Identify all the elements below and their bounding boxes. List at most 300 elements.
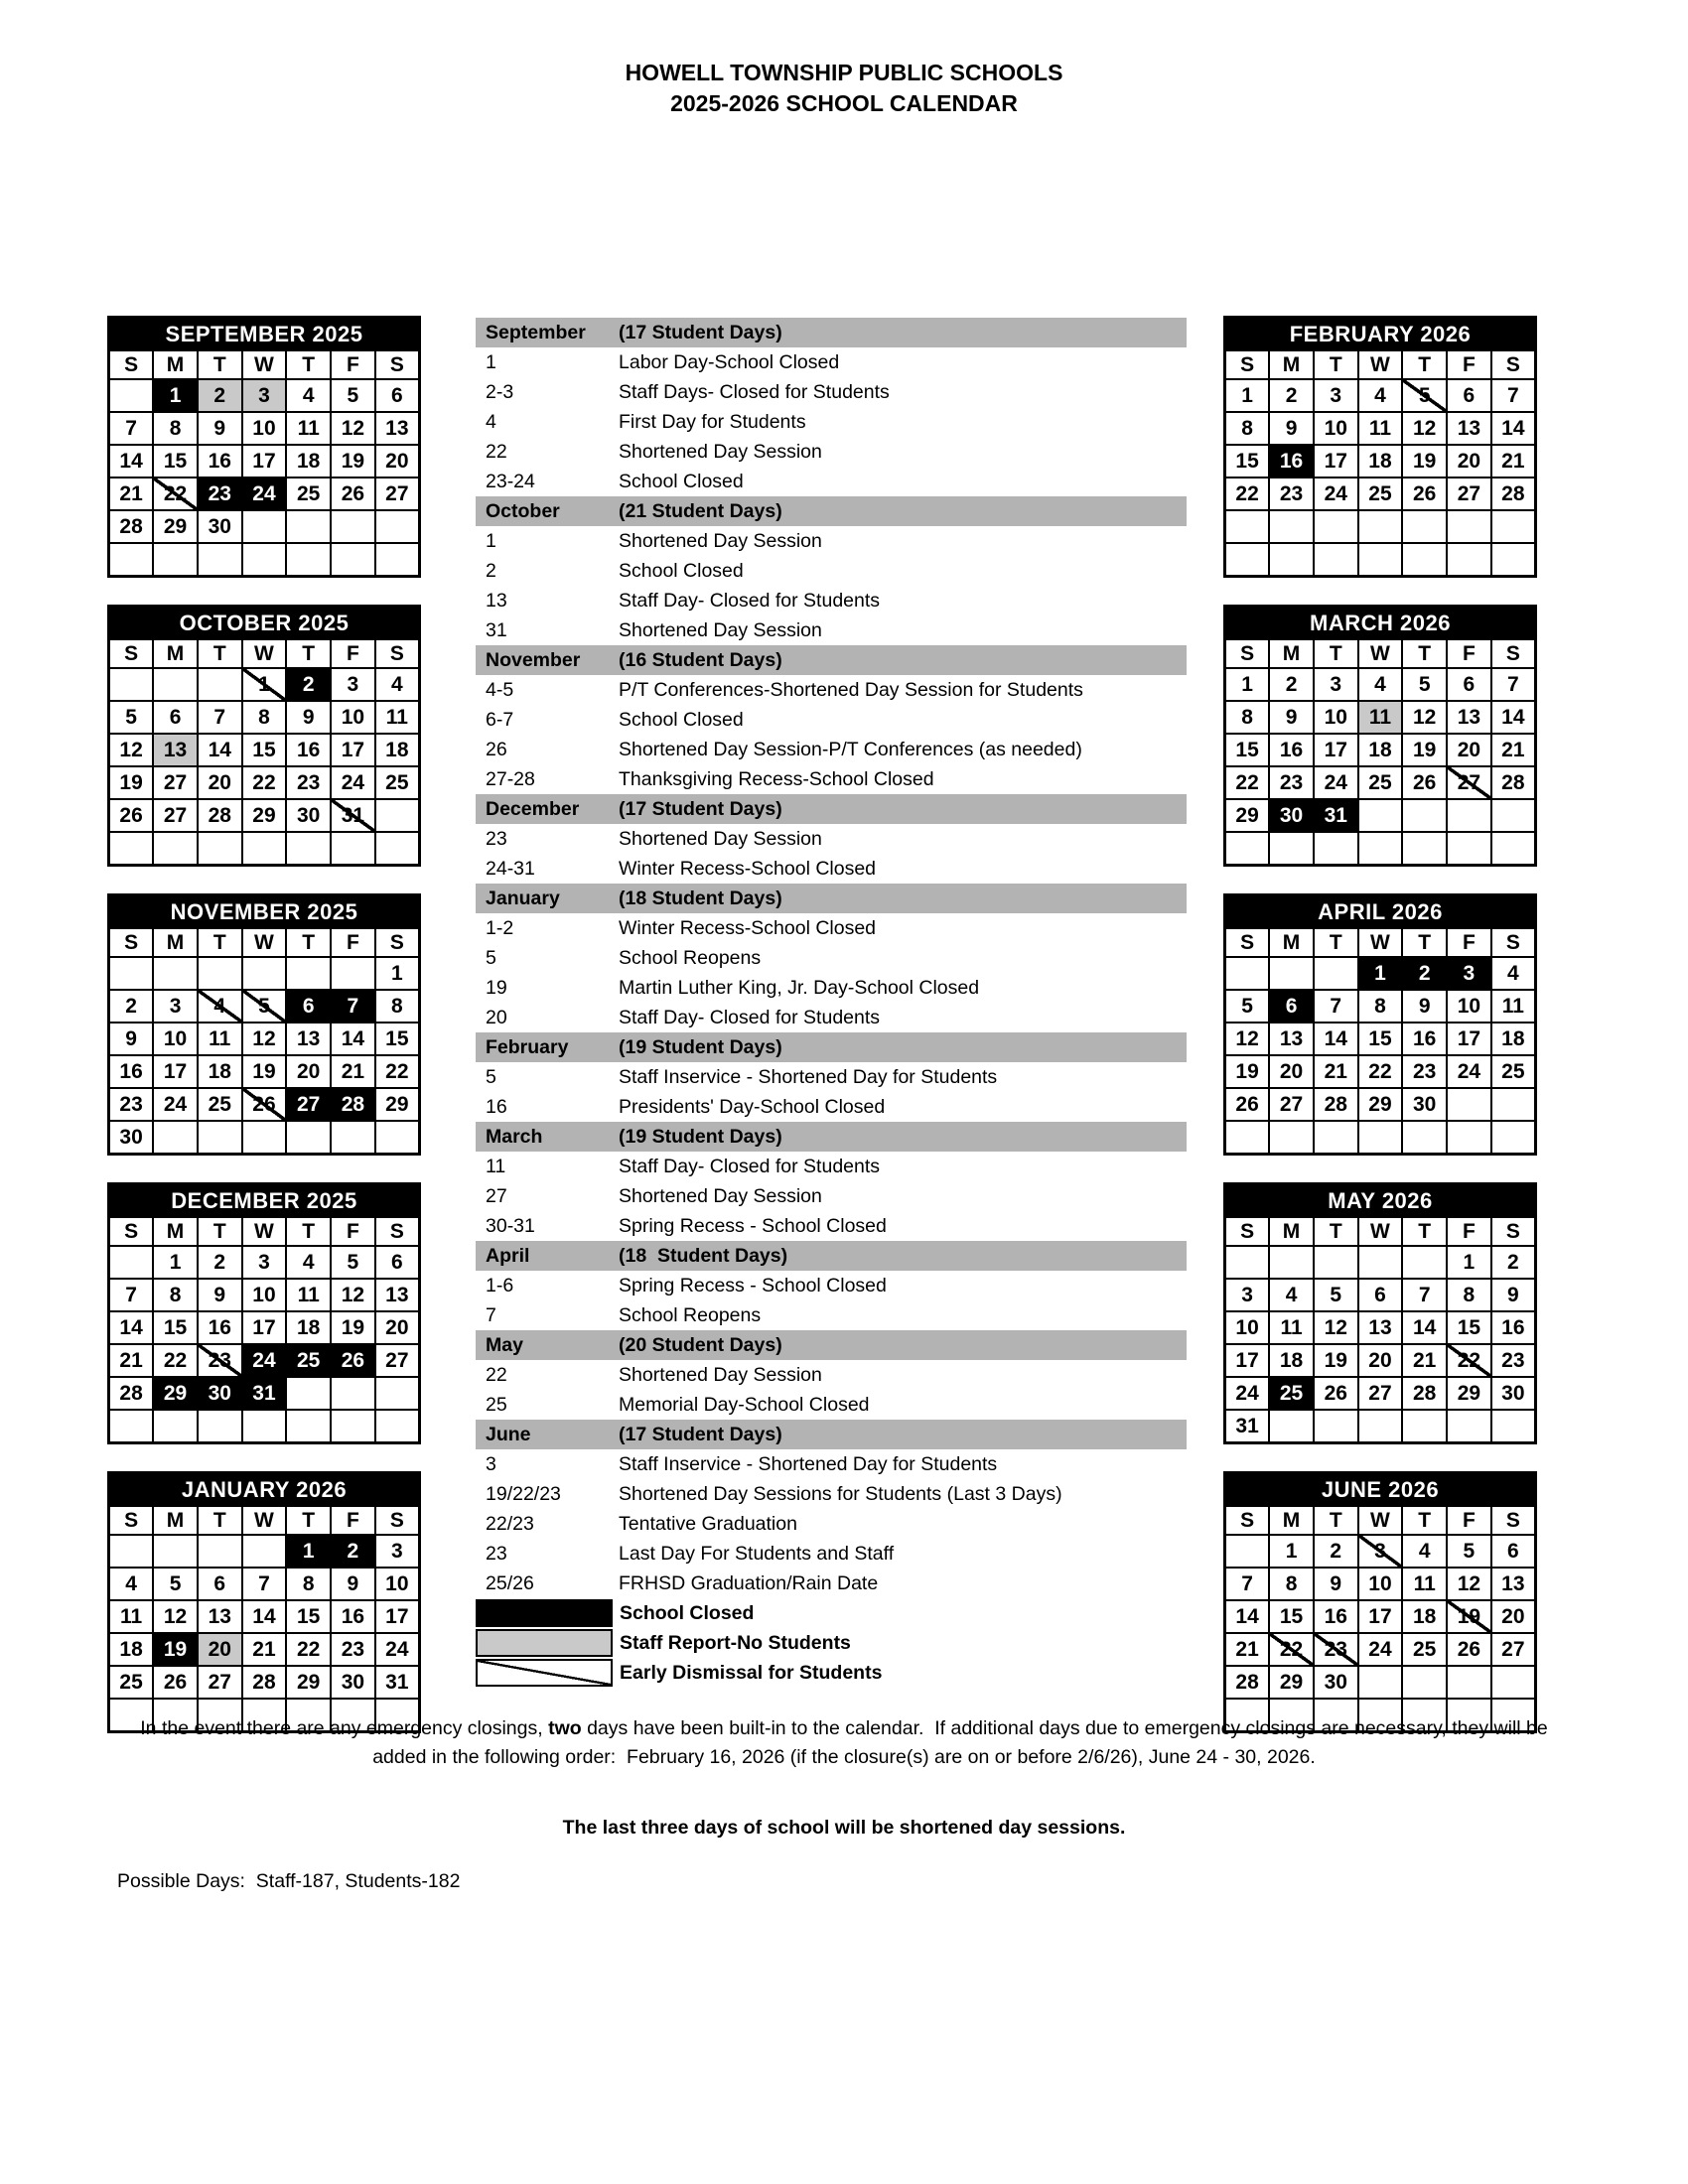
day-cell: 2 (1314, 1535, 1358, 1568)
event-description: School Closed (619, 560, 744, 582)
day-cell-closed: 29 (153, 1377, 198, 1410)
event-date: 22 (486, 1364, 507, 1386)
day-cell: 10 (1225, 1311, 1270, 1344)
event-row (476, 586, 1187, 615)
day-cell-closed: 6 (1269, 990, 1314, 1023)
day-cell-blank (1491, 832, 1536, 866)
calendar-week-row (109, 1568, 420, 1600)
day-cell-blank (1269, 957, 1314, 990)
day-cell-blank (242, 832, 287, 866)
day-cell-early: 23 (1314, 1633, 1358, 1666)
calendar-week-row (1225, 412, 1536, 445)
weekday-header: T (1402, 928, 1447, 957)
day-cell: 26 (1225, 1088, 1270, 1121)
event-row (476, 1300, 1187, 1330)
day-cell: 6 (1447, 668, 1491, 701)
day-cell: 28 (198, 799, 242, 832)
day-cell: 9 (1491, 1279, 1536, 1311)
weekday-header: T (1402, 350, 1447, 379)
day-cell: 14 (1402, 1311, 1447, 1344)
day-cell-blank (109, 957, 154, 990)
weekday-header: T (1402, 639, 1447, 668)
event-date: 25 (486, 1394, 507, 1416)
weekday-header: S (109, 928, 154, 957)
day-cell: 19 (1225, 1055, 1270, 1088)
event-row (476, 913, 1187, 943)
calendar-week-row (1225, 668, 1536, 701)
event-date: 31 (486, 619, 507, 641)
calendar-week-row (1225, 990, 1536, 1023)
weekday-header: M (153, 350, 198, 379)
day-cell: 22 (153, 1344, 198, 1377)
event-description: Shortened Day Session (619, 1364, 822, 1386)
event-date: 27-28 (486, 768, 535, 790)
day-cell: 24 (1447, 1055, 1491, 1088)
day-cell-blank (109, 1535, 154, 1568)
weekday-header: F (331, 928, 375, 957)
day-cell-blank (331, 1121, 375, 1155)
weekday-header: F (1447, 639, 1491, 668)
day-cell-blank (331, 543, 375, 577)
day-cell-early: 1 (242, 668, 287, 701)
day-cell-blank (109, 668, 154, 701)
day-cell: 27 (153, 766, 198, 799)
day-cell: 30 (198, 510, 242, 543)
weekday-header: T (198, 1217, 242, 1246)
day-cell: 8 (153, 412, 198, 445)
day-cell: 8 (1269, 1568, 1314, 1600)
day-cell-blank (153, 668, 198, 701)
day-cell-closed: 30 (1269, 799, 1314, 832)
day-cell: 13 (1269, 1023, 1314, 1055)
event-description: Shortened Day Sessions for Students (Last 3 Days) (619, 1483, 1062, 1505)
event-date: 25/26 (486, 1572, 534, 1594)
weekday-header: M (1269, 1506, 1314, 1535)
day-cell-blank (1447, 1088, 1491, 1121)
weekday-header: S (375, 928, 420, 957)
calendar-week-row (1225, 1600, 1536, 1633)
day-cell: 16 (1314, 1600, 1358, 1633)
month-section-header (476, 1241, 1187, 1271)
day-cell-blank (375, 1377, 420, 1410)
event-description: Staff Inservice - Shortened Day for Students (619, 1453, 998, 1475)
event-date: 26 (486, 739, 507, 760)
calendar-title-row (1225, 1473, 1536, 1507)
event-row (476, 1539, 1187, 1569)
day-cell-closed: 25 (286, 1344, 331, 1377)
weekday-header-row (1225, 350, 1536, 379)
day-cell: 30 (1491, 1377, 1536, 1410)
weekday-header: S (1225, 1217, 1270, 1246)
event-row (476, 467, 1187, 496)
day-cell-early: 4 (198, 990, 242, 1023)
event-description: School Reopens (619, 1304, 762, 1326)
day-cell-blank (1358, 543, 1403, 577)
day-cell-closed: 3 (1447, 957, 1491, 990)
day-cell-blank (1269, 1121, 1314, 1155)
day-cell: 19 (1314, 1344, 1358, 1377)
mini-calendar-march-2026 (1223, 605, 1537, 867)
day-cell-blank (1314, 510, 1358, 543)
day-cell: 17 (1225, 1344, 1270, 1377)
day-cell-closed: 24 (242, 478, 287, 510)
day-cell: 27 (1269, 1088, 1314, 1121)
day-cell: 11 (109, 1600, 154, 1633)
day-cell: 25 (286, 478, 331, 510)
day-cell: 20 (1358, 1344, 1403, 1377)
day-cell: 17 (331, 734, 375, 766)
day-cell: 15 (1447, 1311, 1491, 1344)
event-date: 6-7 (486, 709, 514, 731)
day-cell-staff: 11 (1358, 701, 1403, 734)
day-cell: 4 (1402, 1535, 1447, 1568)
event-date: 5 (486, 1066, 496, 1088)
student-days-count: (18 Student Days) (619, 887, 782, 909)
day-cell-blank (242, 1121, 287, 1155)
event-row (476, 1479, 1187, 1509)
calendar-week-row (109, 1311, 420, 1344)
day-cell: 17 (1314, 734, 1358, 766)
day-cell: 11 (375, 701, 420, 734)
day-cell-blank (375, 799, 420, 832)
day-cell-blank (1314, 832, 1358, 866)
event-description: Shortened Day Session (619, 619, 822, 641)
legend-item-closed (476, 1598, 1187, 1628)
calendar-week-row (1225, 957, 1536, 990)
day-cell: 13 (198, 1600, 242, 1633)
day-cell: 21 (109, 478, 154, 510)
day-cell: 27 (198, 1666, 242, 1699)
weekday-header-row (109, 1217, 420, 1246)
day-cell-blank (242, 510, 287, 543)
day-cell-blank (1447, 832, 1491, 866)
event-date: 3 (486, 1453, 496, 1475)
day-cell: 24 (1314, 478, 1358, 510)
day-cell: 9 (1269, 412, 1314, 445)
day-cell: 8 (153, 1279, 198, 1311)
day-cell: 11 (1402, 1568, 1447, 1600)
day-cell: 11 (1358, 412, 1403, 445)
day-cell: 7 (109, 1279, 154, 1311)
day-cell: 19 (1402, 734, 1447, 766)
day-cell: 12 (1447, 1568, 1491, 1600)
day-cell-blank (1491, 510, 1536, 543)
event-row (476, 526, 1187, 556)
mini-calendar-june-2026 (1223, 1471, 1537, 1733)
event-date: 19/22/23 (486, 1483, 561, 1505)
day-cell: 31 (1225, 1410, 1270, 1443)
event-row (476, 1271, 1187, 1300)
day-cell-closed: 2 (286, 668, 331, 701)
calendar-week-row (1225, 1023, 1536, 1055)
day-cell-staff: 13 (153, 734, 198, 766)
day-cell: 15 (1358, 1023, 1403, 1055)
day-cell-closed: 26 (331, 1344, 375, 1377)
day-cell: 26 (1402, 766, 1447, 799)
day-cell-early: 19 (1447, 1600, 1491, 1633)
day-cell: 17 (242, 445, 287, 478)
calendar-week-row (1225, 1055, 1536, 1088)
day-cell: 22 (1225, 478, 1270, 510)
day-cell: 10 (153, 1023, 198, 1055)
weekday-header-row (1225, 639, 1536, 668)
weekday-header: W (1358, 639, 1403, 668)
day-cell-blank (375, 510, 420, 543)
day-cell: 19 (109, 766, 154, 799)
calendar-week-row (1225, 1344, 1536, 1377)
event-date: 27 (486, 1185, 507, 1207)
student-days-count: (16 Student Days) (619, 649, 782, 671)
month-section-header (476, 318, 1187, 347)
day-cell-blank (198, 668, 242, 701)
weekday-header: S (1225, 350, 1270, 379)
calendar-week-row (1225, 799, 1536, 832)
day-cell: 6 (153, 701, 198, 734)
student-days-count: (17 Student Days) (619, 1424, 782, 1445)
day-cell: 12 (109, 734, 154, 766)
event-description: Martin Luther King, Jr. Day-School Closed (619, 977, 980, 999)
day-cell-blank (1491, 1088, 1536, 1121)
month-name: December (486, 798, 580, 820)
day-cell: 16 (331, 1600, 375, 1633)
calendar-week-row (1225, 1246, 1536, 1279)
day-cell: 9 (286, 701, 331, 734)
weekday-header: S (375, 639, 420, 668)
day-cell-blank (1402, 832, 1447, 866)
day-cell-closed: 28 (331, 1088, 375, 1121)
weekday-header: M (1269, 350, 1314, 379)
day-cell: 13 (375, 412, 420, 445)
weekday-header: W (242, 1506, 287, 1535)
day-cell-early: 23 (198, 1344, 242, 1377)
day-cell: 12 (153, 1600, 198, 1633)
mini-calendar-may-2026 (1223, 1182, 1537, 1444)
emergency-note-bold-word: two (548, 1717, 582, 1739)
day-cell: 2 (1491, 1246, 1536, 1279)
day-cell: 6 (1491, 1535, 1536, 1568)
day-cell: 4 (375, 668, 420, 701)
day-cell: 3 (1225, 1279, 1270, 1311)
day-cell: 25 (198, 1088, 242, 1121)
event-description: Shortened Day Session (619, 1185, 822, 1207)
day-cell: 16 (286, 734, 331, 766)
day-cell: 26 (1314, 1377, 1358, 1410)
day-cell: 14 (1314, 1023, 1358, 1055)
event-date: 7 (486, 1304, 496, 1326)
calendar-title-row (109, 1473, 420, 1507)
school-district-title: HOWELL TOWNSHIP PUBLIC SCHOOLS (625, 60, 1063, 85)
month-section-header (476, 496, 1187, 526)
month-name: September (486, 322, 586, 343)
day-cell-blank (153, 1121, 198, 1155)
day-cell-blank (1269, 1410, 1314, 1443)
weekday-header: S (375, 350, 420, 379)
event-row (476, 705, 1187, 735)
event-description: P/T Conferences-Shortened Day Session for Students (619, 679, 1083, 701)
day-cell: 18 (375, 734, 420, 766)
day-cell: 7 (198, 701, 242, 734)
event-date: 30-31 (486, 1215, 535, 1237)
weekday-header: M (153, 928, 198, 957)
event-row (476, 1569, 1187, 1598)
day-cell-blank (198, 543, 242, 577)
day-cell-blank (198, 1535, 242, 1568)
weekday-header: W (242, 928, 287, 957)
month-name: February (486, 1036, 569, 1058)
day-cell: 15 (153, 1311, 198, 1344)
day-cell-blank (198, 1410, 242, 1443)
day-cell-blank (1225, 510, 1270, 543)
day-cell-blank (331, 832, 375, 866)
day-cell-blank (1402, 799, 1447, 832)
calendar-title-row (109, 895, 420, 929)
day-cell-closed: 24 (242, 1344, 287, 1377)
day-cell-blank (1225, 1246, 1270, 1279)
day-cell: 30 (1402, 1088, 1447, 1121)
weekday-header: T (1314, 1506, 1358, 1535)
event-description: Memorial Day-School Closed (619, 1394, 870, 1416)
day-cell: 11 (1269, 1311, 1314, 1344)
day-cell: 21 (1225, 1633, 1270, 1666)
day-cell-blank (1269, 1246, 1314, 1279)
event-description: Last Day For Students and Staff (619, 1543, 895, 1565)
day-cell: 21 (1491, 445, 1536, 478)
day-cell: 7 (242, 1568, 287, 1600)
calendar-week-row (1225, 1410, 1536, 1443)
calendar-week-row (109, 990, 420, 1023)
day-cell: 12 (331, 412, 375, 445)
calendar-week-row (109, 1279, 420, 1311)
day-cell: 13 (1358, 1311, 1403, 1344)
legend-swatch-early (476, 1659, 613, 1687)
day-cell: 22 (1225, 766, 1270, 799)
calendar-week-row (109, 668, 420, 701)
day-cell-blank (1402, 543, 1447, 577)
day-cell: 29 (153, 510, 198, 543)
day-cell-blank (242, 1410, 287, 1443)
weekday-header: W (242, 350, 287, 379)
day-cell: 7 (109, 412, 154, 445)
day-cell: 10 (242, 1279, 287, 1311)
day-cell-blank (198, 832, 242, 866)
day-cell: 9 (1314, 1568, 1358, 1600)
weekday-header: T (286, 928, 331, 957)
day-cell: 13 (375, 1279, 420, 1311)
day-cell: 9 (198, 1279, 242, 1311)
event-date: 1-6 (486, 1275, 514, 1297)
weekday-header: W (242, 639, 287, 668)
weekday-header: M (1269, 639, 1314, 668)
day-cell: 18 (1402, 1600, 1447, 1633)
day-cell: 2 (109, 990, 154, 1023)
day-cell-blank (286, 543, 331, 577)
legend-label: School Closed (620, 1602, 755, 1624)
day-cell: 8 (1225, 701, 1270, 734)
day-cell-closed: 2 (1402, 957, 1447, 990)
event-description: Tentative Graduation (619, 1513, 797, 1535)
day-cell: 9 (1269, 701, 1314, 734)
weekday-header: M (153, 1506, 198, 1535)
event-row (476, 437, 1187, 467)
day-cell: 10 (375, 1568, 420, 1600)
calendar-week-row (109, 1600, 420, 1633)
day-cell: 26 (1447, 1633, 1491, 1666)
weekday-header: S (1491, 1506, 1536, 1535)
day-cell: 1 (1269, 1535, 1314, 1568)
emergency-note-text: In the event there are any emergency closings, (140, 1717, 549, 1739)
day-cell-closed: 31 (242, 1377, 287, 1410)
event-row (476, 347, 1187, 377)
calendar-week-row (109, 1023, 420, 1055)
calendar-week-row (109, 1055, 420, 1088)
day-cell: 27 (375, 478, 420, 510)
day-cell-blank (1402, 1666, 1447, 1699)
weekday-header: S (375, 1506, 420, 1535)
emergency-note (139, 1714, 1554, 1772)
day-cell-blank (242, 543, 287, 577)
day-cell-blank (1491, 799, 1536, 832)
weekday-header: T (286, 1217, 331, 1246)
calendar-month-title: APRIL 2026 (1225, 895, 1536, 929)
day-cell: 2 (198, 1246, 242, 1279)
calendar-week-row (1225, 379, 1536, 412)
weekday-header: W (1358, 928, 1403, 957)
day-cell: 8 (1225, 412, 1270, 445)
day-cell: 18 (286, 445, 331, 478)
day-cell: 3 (1314, 668, 1358, 701)
day-cell: 17 (242, 1311, 287, 1344)
day-cell-blank (375, 1410, 420, 1443)
day-cell: 18 (1491, 1023, 1536, 1055)
event-date: 22/23 (486, 1513, 534, 1535)
weekday-header: S (1491, 1217, 1536, 1246)
day-cell: 4 (1358, 379, 1403, 412)
day-cell: 8 (375, 990, 420, 1023)
calendar-title-row (1225, 1184, 1536, 1218)
calendar-week-row (109, 1410, 420, 1443)
event-row (476, 377, 1187, 407)
day-cell: 25 (1402, 1633, 1447, 1666)
event-description: School Closed (619, 471, 744, 492)
weekday-header: S (1491, 928, 1536, 957)
calendar-week-row (1225, 478, 1536, 510)
day-cell: 6 (375, 1246, 420, 1279)
event-description: Staff Inservice - Shortened Day for Students (619, 1066, 998, 1088)
event-row (476, 973, 1187, 1003)
day-cell-blank (331, 1377, 375, 1410)
event-row (476, 615, 1187, 645)
day-cell: 3 (375, 1535, 420, 1568)
event-row (476, 1211, 1187, 1241)
student-days-count: (21 Student Days) (619, 500, 782, 522)
day-cell: 16 (1402, 1023, 1447, 1055)
day-cell-blank (153, 543, 198, 577)
day-cell-closed: 7 (331, 990, 375, 1023)
calendar-week-row (109, 1088, 420, 1121)
day-cell-blank (1358, 1666, 1403, 1699)
weekday-header: F (331, 1506, 375, 1535)
day-cell-blank (1225, 1535, 1270, 1568)
day-cell: 27 (153, 799, 198, 832)
day-cell-blank (109, 543, 154, 577)
day-cell-blank (1447, 1121, 1491, 1155)
day-cell: 20 (286, 1055, 331, 1088)
legend-item-early (476, 1658, 1187, 1688)
day-cell: 8 (286, 1568, 331, 1600)
calendar-week-row (109, 543, 420, 577)
day-cell-blank (1358, 510, 1403, 543)
day-cell: 5 (331, 1246, 375, 1279)
